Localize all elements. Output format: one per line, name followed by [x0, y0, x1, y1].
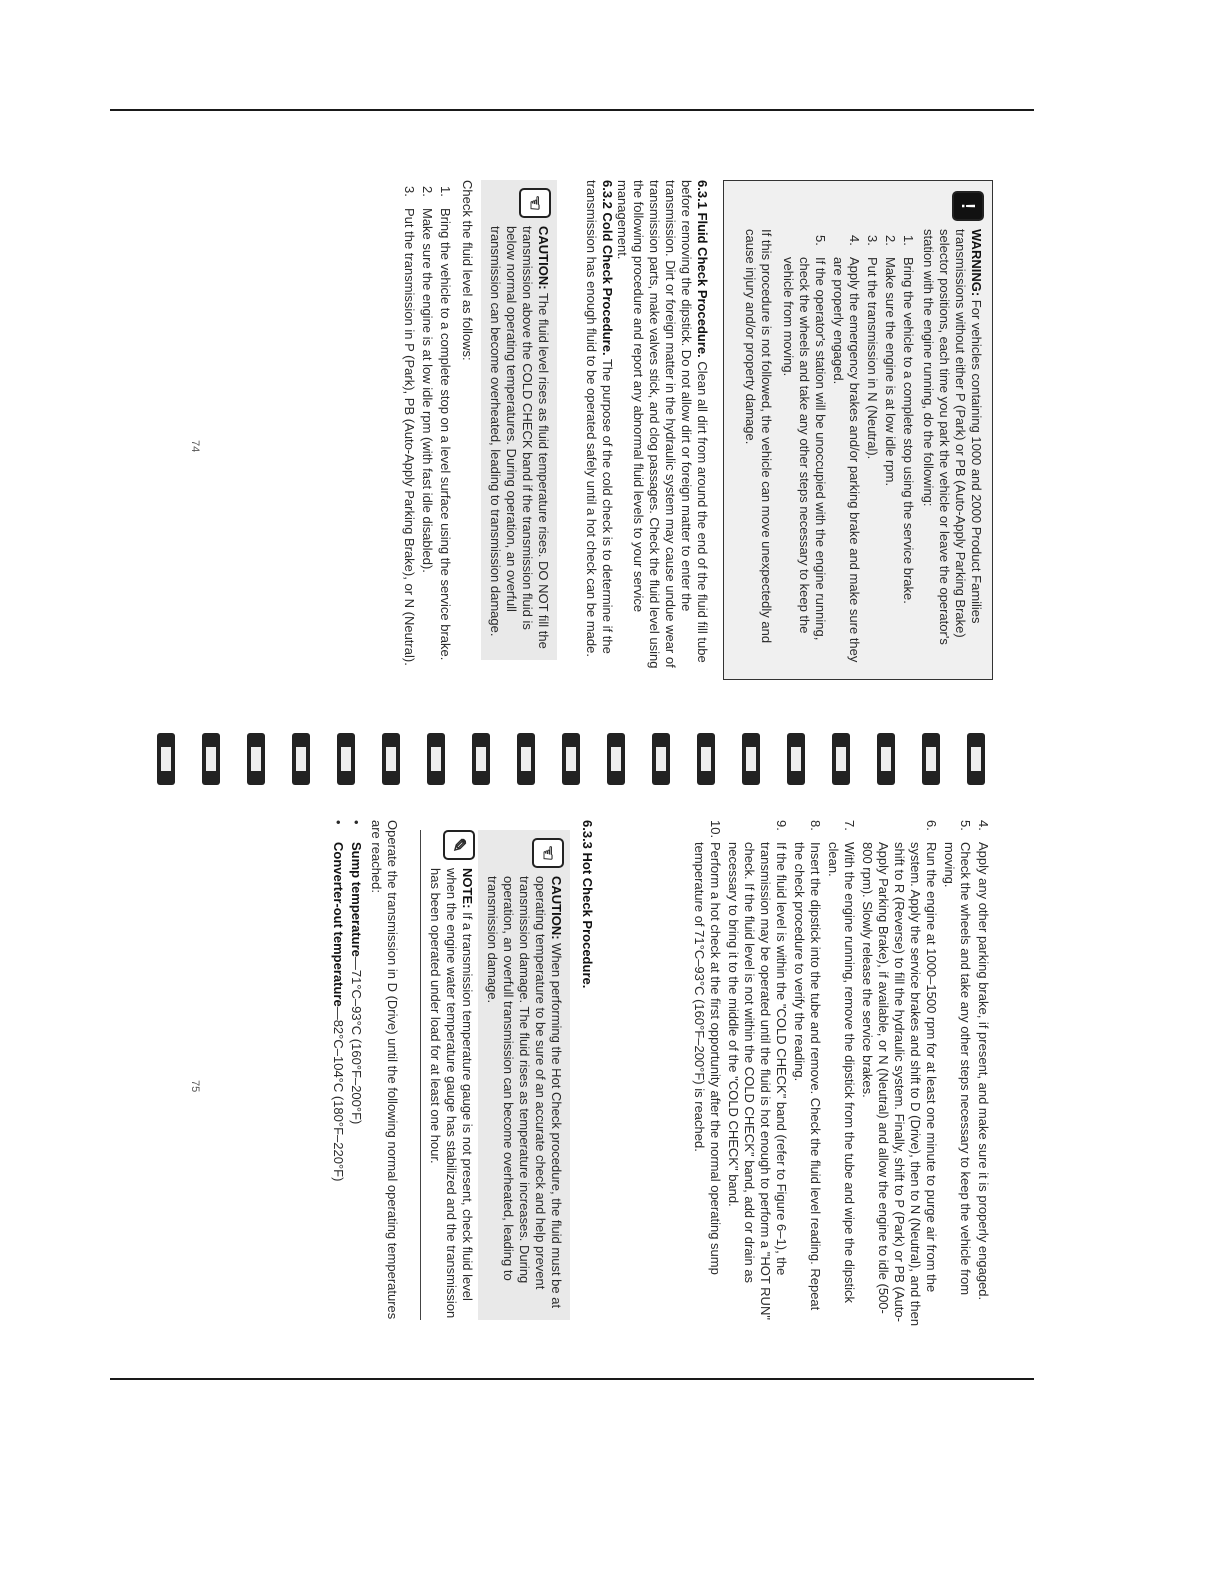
section-heading: 6.3.2 Cold Check Procedure.: [600, 180, 615, 356]
page-number: 74: [189, 440, 201, 453]
warning-label: WARNING:: [969, 229, 984, 297]
section-6-3-1: [614, 180, 710, 680]
binding-coil: [832, 733, 850, 785]
check-procedure: [399, 180, 475, 680]
binding-coil: [337, 733, 355, 785]
page-number: 75: [189, 1080, 201, 1093]
binding-coil: [202, 733, 220, 785]
warning-footer: If this procedure is not followed, the vehicle can move unexpectedly and cause injury and/or property damage.: [743, 229, 774, 644]
list-item: 4. Apply the emergency brakes and/or parking brake and make sure they are properly engaged.: [831, 235, 862, 663]
list-item: 1. Bring the vehicle to a complete stop using the service brake.: [901, 235, 916, 604]
warning-steps: [780, 235, 916, 669]
binding-coil: [607, 733, 625, 785]
binding-coil: [922, 733, 940, 785]
warning-box: [723, 180, 993, 680]
list-item: • Converter-out temperature—82°C–104°C (180°F–220°F): [331, 820, 346, 1182]
caution-text: The fluid level rises as fluid temperature rises. DO NOT fill the transmission above the COLD CHECK band if the transmission fluid is below normal operating temperatures. During operation, an overfull transmission can become overheated, leading to transmission damage.: [488, 226, 551, 649]
note-label: NOTE:: [460, 868, 475, 909]
list-item: 3. Put the transmission in N (Neutral).: [865, 235, 880, 460]
list-item: 10. Perform a hot check at the first opportunity after the normal operating sump temperature of 71°C–93°C (160°F–200°F) is reached.: [692, 820, 723, 1275]
list-item: 2. Make sure the engine is at low idle rpm (with fast idle disabled).: [420, 186, 435, 573]
binding-coil: [787, 733, 805, 785]
list-item: 9. If the fluid level is within the "COLD CHECK" band (refer to Figure 6–1), the transmission may be operated until the fluid is hot enough to perform a "HOT RUN" check. If the fluid level is not within the COLD CHECK" band, add or drain as necessary to bring it to the middle of the "COLD CHECK" band.: [726, 820, 789, 1320]
section-heading: 6.3.3 Hot Check Procedure.: [580, 820, 595, 989]
caution-label: CAUTION:: [549, 876, 564, 940]
list-item: 8. Insert the dipstick into the tube and remove. Check the fluid level reading. Repeat the check procedure to verify the reading.: [792, 820, 823, 1311]
caution-box: [481, 180, 557, 660]
operate-paragraph: [328, 820, 400, 1330]
page-75: [115, 800, 1015, 1360]
section-6-3-2: [583, 180, 615, 680]
list-item: • Sump temperature—71°C–93°C (160°F–200°F): [349, 820, 364, 1125]
top-rule: [110, 109, 1034, 111]
warning-text: For vehicles containing 1000 and 2000 Product Families transmissions without either P (Park) or PB (Auto-Apply Parking Brake) selector positions, each time you park the vehicle or leave the operator's station with the engine running, do the following:: [921, 229, 984, 645]
caution-label: CAUTION:: [536, 226, 551, 290]
list-item: 6. Run the engine at 1000–1500 rpm for at least one minute to purge air from the system. Apply the service brakes and shift to D (Drive), then to N (Neutral), and then shift to R (Reverse) to fill the hydraulic system. Finally, shift to P (Park) or PB (Auto-Apply Parking Brake), if available, or N (Neutral) and allow the engine to idle (500-800 rpm). Slowly release the service brakes.: [860, 820, 939, 1327]
binding-coil: [517, 733, 535, 785]
note-box: [420, 830, 475, 1320]
list-item: 7. With the engine running, remove the dipstick from the tube and wipe the dipstick clean.: [826, 820, 857, 1304]
cold-check-steps-continued: [689, 820, 993, 1330]
rotated-page-spread: [115, 160, 1015, 1360]
note-text: If a transmission temperature gauge is not present, check fluid level when the engine water temperature gauge has stabilized and the transmission has been operated under load for at least one hour.: [428, 868, 475, 1319]
hand-icon: ☜: [532, 838, 564, 868]
binding-coil: [877, 733, 895, 785]
caution-box: [478, 830, 570, 1320]
pencil-icon: ✎: [443, 830, 475, 860]
hand-icon: ☜: [519, 188, 551, 218]
binding-coil: [157, 733, 175, 785]
caution-text: When performing the Hot Check procedure, the fluid must be at operating temperature to be sure of an accurate check and help prevent transmission damage. The fluid rises as temperature increases. During operation, an overfull transmission can become overheated, leading to transmission damage.: [485, 876, 564, 1309]
section-6-3-3: [579, 820, 595, 1330]
binding-coil: [652, 733, 670, 785]
page-74: [115, 160, 1015, 720]
list-item: 3. Put the transmission in P (Park), PB (Auto-Apply Parking Brake), or N (Neutral).: [402, 186, 417, 666]
binding-coil: [427, 733, 445, 785]
section-heading: 6.3.1 Fluid Check Procedure.: [695, 180, 710, 358]
bottom-rule: [110, 1378, 1034, 1380]
list-item: 5. If the operator's station will be unoccupied with the engine running, check the wheels and take any other steps necessary to keep the vehicle from moving.: [781, 235, 828, 641]
binding-coil: [247, 733, 265, 785]
binding-coil: [967, 733, 985, 785]
operate-text: Operate the transmission in D (Drive) until the following normal operating temperatures are reached:: [369, 820, 400, 1320]
warning-icon: !: [952, 191, 984, 221]
check-intro: Check the fluid level as follows:: [460, 180, 475, 361]
binding-coil: [382, 733, 400, 785]
list-item: 4. Apply any other parking brake, if present, and make sure it is properly engaged.: [976, 820, 991, 1301]
section-text: The purpose of the cold check is to determine if the transmission has enough fluid to be operated safely until a hot check can be made.: [584, 180, 615, 657]
list-item: 2. Make sure the engine is at low idle rpm.: [883, 235, 898, 487]
binding-coil: [292, 733, 310, 785]
binding-coil: [562, 733, 580, 785]
binding-coil: [742, 733, 760, 785]
section-text: Clean all dirt from around the end of the fluid fill tube before removing the dipstick. Do not allow dirt or foreign matter to enter the transmission. Dirt or foreign matter in the hydraulic system may cause undue wear of transmission parts, make valves stick, and clog passages. Check the fluid level using the following procedure and report any abnormal fluid levels to your service management.: [615, 180, 710, 669]
list-item: 1. Bring the vehicle to a complete stop on a level surface using the service brake.: [438, 186, 453, 661]
binding-coil: [697, 733, 715, 785]
list-item: 5. Check the wheels and take any other steps necessary to keep the vehicle from moving.: [942, 820, 973, 1296]
spiral-binding: [115, 725, 1015, 795]
binding-coil: [472, 733, 490, 785]
